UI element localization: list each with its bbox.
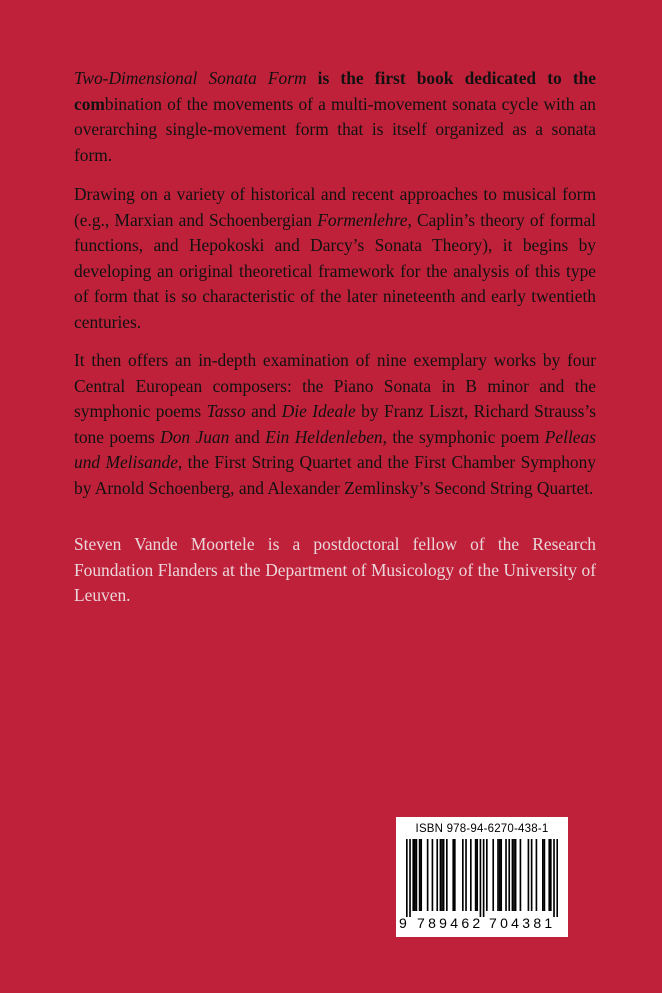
barcode-digits-left: 789462 — [417, 915, 484, 931]
barcode-bar — [492, 839, 494, 911]
barcode-bar — [420, 839, 422, 911]
barcode-bar — [446, 839, 448, 911]
barcode-bar — [520, 839, 522, 911]
barcode-bar — [550, 839, 552, 911]
barcode-bar — [414, 839, 416, 911]
p3-work-tasso: Tasso — [206, 401, 246, 422]
barcode-bar — [432, 839, 434, 911]
p3-work-die-ideale: Die Ideale — [281, 401, 356, 422]
barcode-digit-first: 9 — [399, 915, 407, 931]
barcode-bar — [452, 839, 454, 911]
barcode-bar — [436, 839, 438, 911]
p3-text-a: It then offers an in-depth examination of nine exemplary works by four Central European composers: the Piano Sonata in B minor and the symphonic poems — [74, 350, 596, 422]
barcode-bar — [542, 839, 544, 911]
p3-text-e: by Franz Liszt, Richard Strauss’s tone poems — [74, 401, 596, 447]
barcode-bar — [536, 839, 538, 911]
barcode-bar — [553, 839, 555, 917]
barcode-bar — [528, 839, 530, 911]
p3-text-g: and — [229, 426, 266, 447]
barcode-bar — [508, 839, 510, 911]
barcode-bar — [465, 839, 467, 911]
barcode-bar — [483, 839, 485, 917]
barcode-bar — [515, 839, 517, 911]
barcode-bar — [412, 839, 414, 911]
blurb-lead: is the first book dedicated to the com — [74, 68, 597, 114]
barcode-bar — [443, 839, 445, 911]
barcode-bar — [476, 839, 478, 911]
barcode-bar — [480, 839, 482, 917]
blurb-paragraph-2 — [74, 182, 596, 336]
barcode-bar — [419, 839, 421, 911]
barcode-bar — [531, 839, 533, 911]
p3-text-c: and — [245, 401, 282, 422]
barcode-bars — [406, 839, 558, 917]
blurb-paragraph-1 — [74, 66, 596, 168]
barcode-bar — [406, 839, 408, 917]
blurb-paragraph-3 — [74, 348, 596, 502]
barcode-bar — [470, 839, 472, 911]
barcode-bar — [499, 839, 501, 911]
barcode-bar — [544, 839, 546, 911]
barcode-digits-right: 704381 — [489, 915, 556, 931]
barcode-bar — [548, 839, 550, 911]
barcode-bar — [462, 839, 464, 911]
barcode-bar — [416, 839, 418, 911]
author-bio — [74, 532, 596, 609]
p2-text-a: Drawing on a variety of historical and recent approaches to musical form (e.g., Marxian and Schoenbergian — [74, 184, 596, 230]
author-bio-text: Steven Vande Moortele is a postdoctoral fellow of the Research Foundation Flanders at the Department of Musicology of the University of Leuven. — [74, 534, 596, 606]
barcode-bar — [441, 839, 443, 911]
barcode-bar — [409, 839, 411, 917]
isbn-label: ISBN 978-94-6270-438-1 — [415, 823, 549, 835]
barcode-bar — [427, 839, 429, 911]
barcode-bar — [556, 839, 558, 917]
p2-term-formenlehre: Formenlehre — [317, 209, 408, 230]
p3-text-k: the First String Quartet and the First Chamber Symphony by Arnold Schoenberg, and Alexander Zemlinsky’s Second String Quartet. — [74, 452, 596, 498]
barcode-bar — [440, 839, 442, 911]
barcode-bar — [500, 839, 502, 911]
barcode-bar — [486, 839, 488, 911]
p3-work-ein-heldenleben: Ein Heldenleben — [265, 426, 383, 447]
barcode-bar — [497, 839, 499, 911]
p3-work-pelleas: Pelleas und Melisande, — [74, 426, 596, 473]
barcode-bar — [475, 839, 477, 911]
barcode-bar — [513, 839, 515, 911]
p3-work-don-juan: Don Juan — [160, 426, 230, 447]
p2-text-c: , Caplin’s theory of formal functions, and Hepokoski and Darcy’s Sonata Theory), it begins by developing an original theoretical framework for the analysis of this type of form that is so characteristic of the later nineteenth and early twentieth centuries. — [74, 209, 596, 332]
blurb-rest: bination of the movements of a multi-movement sonata cycle with an overarching single-movement form that is itself organized as a sonata form. — [74, 93, 596, 165]
book-title: Two-Dimensional Sonata Form — [74, 68, 307, 88]
isbn-barcode — [396, 817, 568, 937]
barcode-bar — [512, 839, 514, 911]
barcode-bar — [454, 839, 456, 911]
barcode-bar — [505, 839, 507, 911]
p3-text-i: , the symphonic poem — [382, 426, 545, 447]
